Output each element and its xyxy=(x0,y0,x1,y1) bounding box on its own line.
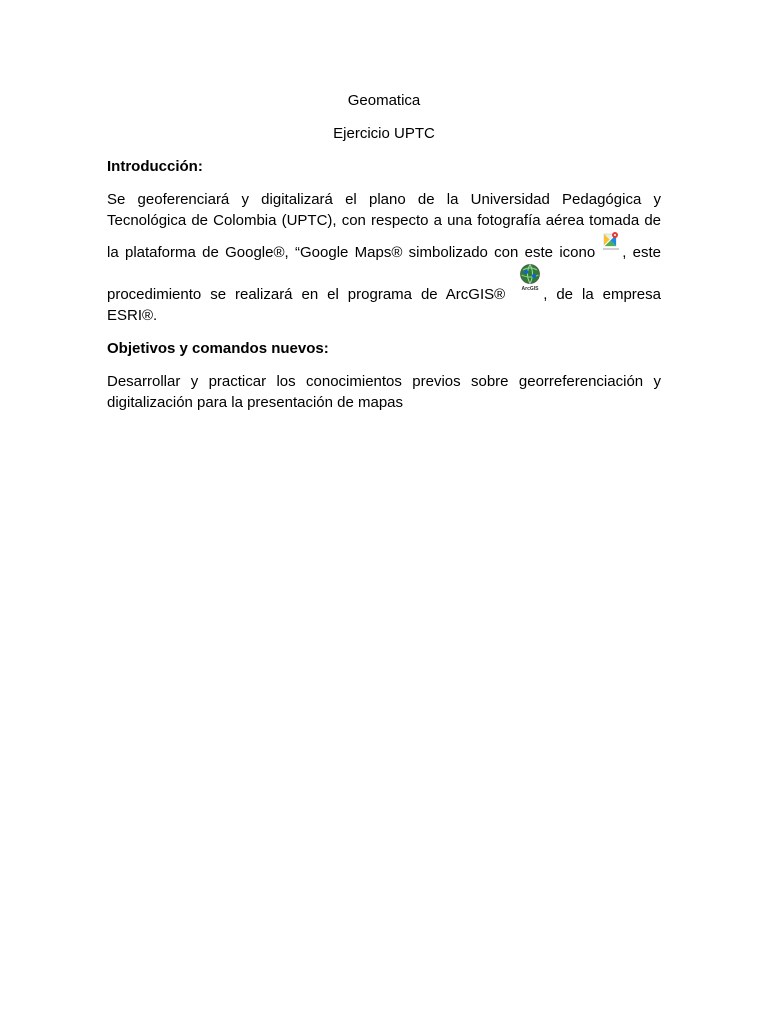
exercise-title: Ejercicio UPTC xyxy=(333,125,435,142)
intro-heading: Introducción: xyxy=(107,158,203,175)
intro-paragraph xyxy=(107,189,661,326)
course-title: Geomatica xyxy=(347,92,421,109)
arcgis-icon xyxy=(519,263,541,293)
document-page xyxy=(107,90,661,425)
intro-text-part3: , de la empresa ESRI®. xyxy=(107,286,661,324)
google-maps-icon xyxy=(601,231,621,253)
intro-text-part1: Se geoferenciará y digitalizará el plano de la Universidad Pedagógica y Tecnológica de Colombia (UPTC), con respecto a una fotografía aérea tomada de la plataforma de Google®, “Google Maps® simbolizado con este icono xyxy=(107,191,661,261)
arcgis-icon-caption: ArcGIS xyxy=(521,286,539,292)
objectives-heading: Objetivos y comandos nuevos: xyxy=(107,340,329,357)
intro-text-part2: , este procedimiento se realizará en el programa de ArcGIS® xyxy=(107,244,662,303)
objectives-paragraph: Desarrollar y practicar los conocimientos previos sobre georreferenciación y digitalización para la presentación de mapas xyxy=(107,373,661,411)
